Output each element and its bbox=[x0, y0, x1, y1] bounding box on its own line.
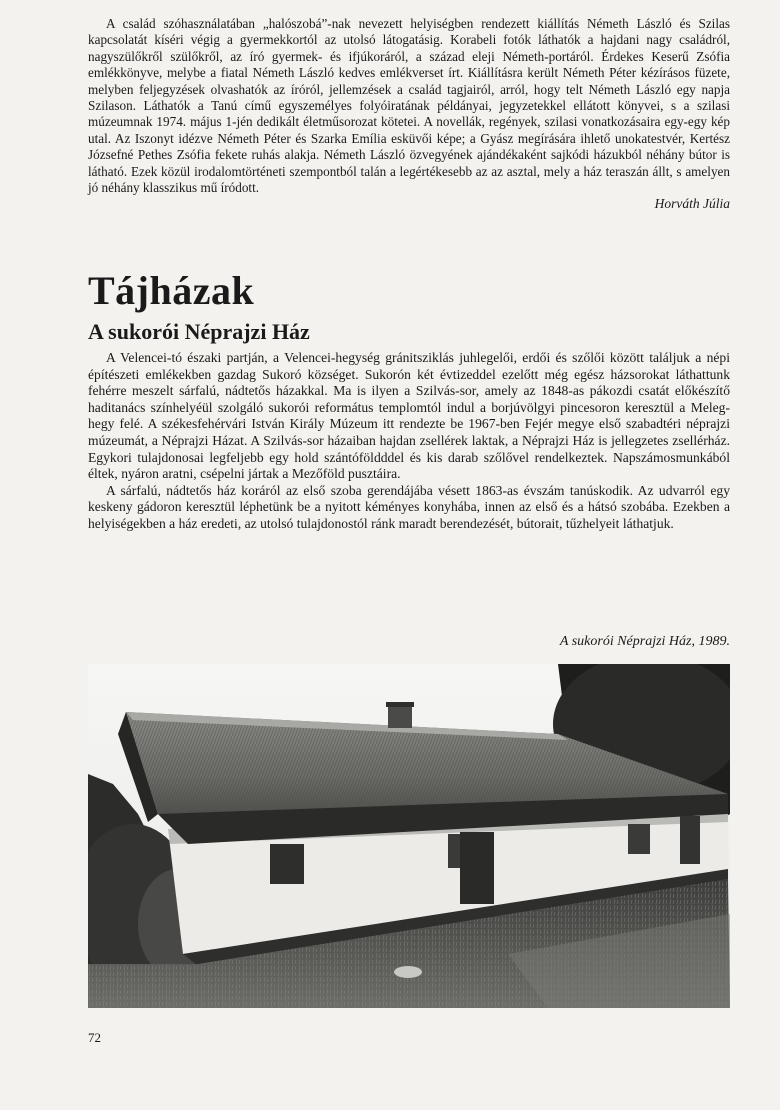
section-body bbox=[88, 350, 730, 533]
section-title: Tájházak bbox=[88, 268, 255, 313]
intro-paragraph: A család szóhasználatában „halószobá”-nak nevezett helyiségben rendezett kiállítás Németh László és Szilas kapcsolatát kíséri végig a gyermekkortól az utolsó látogatásig. Korabeli fotók láthatók a hajdani nagy családról, nagyszülőkről szülőkről, az író gyermek- és ifjúkoráról, a század eleji Németh-portáról. Érdekes Keserű Zsófia emlékkönyve, melybe a fiatal Németh László kedves emlékverset írt. Kiállításra került Németh Péter kézírásos füzete, melyben feljegyzések olvashatók az íróról, jellemzések a család tagjairól, arról, hogy telt Németh László egy napja Szilason. Láthatók a Tanú című egyszemélyes folyóiratának példányai, jegyzetekkel ellátott könyvei, s a szilasi múzeumnak 1974. május 1-jén dedikált életműsorozat kötetei. A novellák, regények, szilasi vonatkozásaira egy-egy kép utal. Az Iszonyt idézve Németh Péter és Szarka Emília esküvői képe; a Gyász megírására ihlető unokatestvér, Kertész Józsefné Pethes Zsófia fekete ruhás alakja. Németh László özvegyének ajándékaként sajkódi házukból néhány bútor is látható. Ezek közül irodalomtörténeti szempontból talán a legértékesebb az az asztal, mely a ház teraszán állt, s amelyen jó néhány klasszikus mű íródott. bbox=[88, 16, 730, 196]
house-photo bbox=[88, 664, 730, 1008]
body-paragraph-1: A Velencei-tó északi partján, a Velencei-hegység gránitsziklás juhlegelői, erdői és szőlői között találjuk a népi építészeti emlékekben gazdag Sukoró községet. Sukorón két évtizeddel ezelőtt még egész házsorokat láthattunk fehérre meszelt sárfalú, nádtetős házakkal. Ma is ilyen a Szilvás-sor, amely az 1848-as pákozdi csatát előkészítő haditanács színhelyéül szolgáló sukorói református templomtól indul a borjúvölgyi pincesoron keresztül a Meleg-hegy felé. A székesfehérvári István Király Múzeum itt rendezte be 1967-ben Fejér megye első szabadtéri néprajzi múzeumát, a Néprajzi Házat. A Szilvás-sor házaiban hajdan zsellérek laktak, a Néprajzi Ház is jellegzetes zsellérház. Egykori tulajdonosai legfeljebb egy hold szántóföldddel és kis darab szőlővel rendelkeztek. Napszámosmunkából éltek, nyáron aratni, csépelni jártak a Mezőföld pusztáira. bbox=[88, 350, 730, 482]
author-signature: Horváth Júlia bbox=[654, 196, 730, 212]
body-paragraph-2: A sárfalú, nádtetős ház koráról az első szoba gerendájába vésett 1863-as évszám tanúskodik. Az udvarról egy keskeny gádoron keresztül léphetünk be a nyitott kéményes konyhába, innen az első és a hátsó szobába. Ezekben a helyiségekben a ház eredeti, az utolsó tulajdonostól ránk maradt berendezését, bútorait, tűzhelyeit láthatjuk. bbox=[88, 482, 730, 531]
section-subtitle: A sukorói Néprajzi Ház bbox=[88, 319, 310, 344]
intro-article bbox=[88, 16, 730, 212]
photo-caption: A sukorói Néprajzi Ház, 1989. bbox=[559, 634, 730, 649]
page-number: 72 bbox=[88, 1030, 101, 1045]
